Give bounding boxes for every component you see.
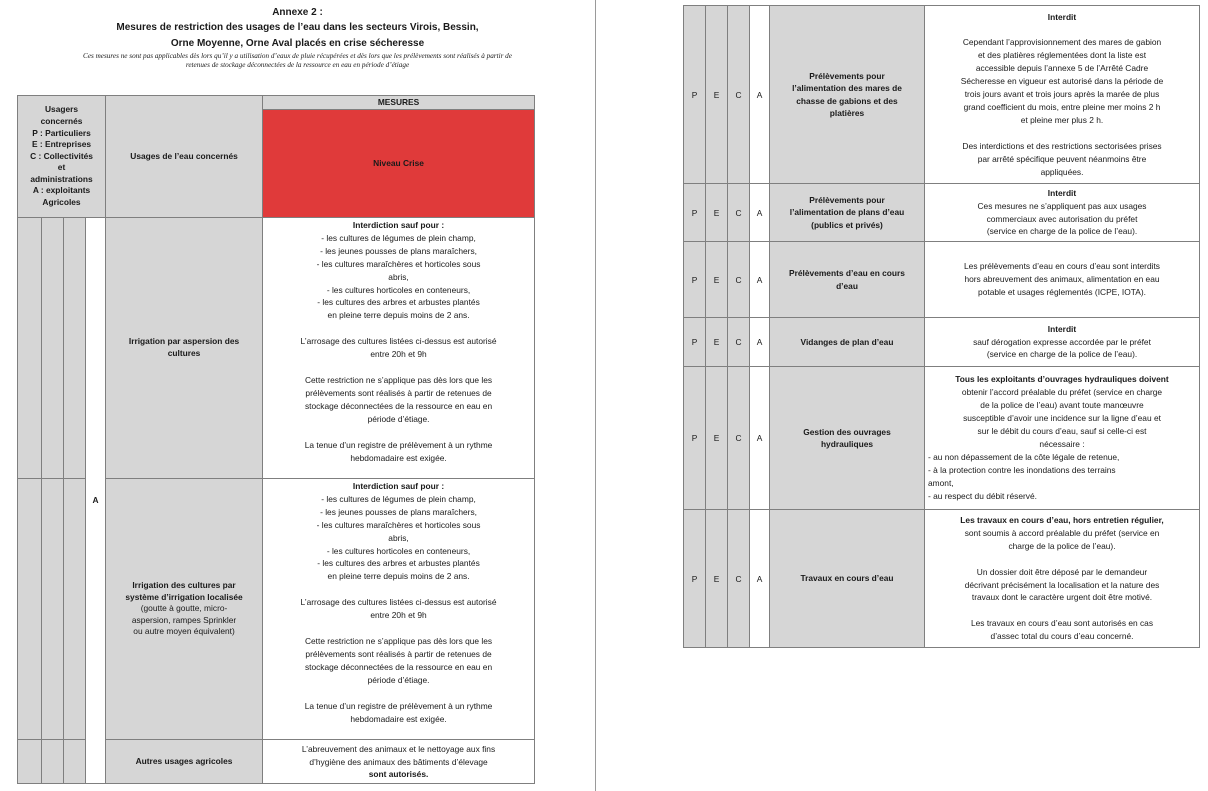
usage-line: Prélèvements pour [809,194,885,205]
annexe-note-line-1: Ces mesures ne sont pas applicables dès lors qu’il y a utilisation d’eaux de pluie récupérées et dès lors que les prélèvements sont réalisés à partir de [83,52,512,60]
users-header-line: Agricoles [42,197,81,208]
mesure-line: L’arrosage des cultures listées ci-dessus est autorisé [300,597,497,608]
mesure-line: - les jeunes pousses de plans maraîchers, [320,506,477,517]
mesure-line: - au non dépassement de la côte légale de retenue, [928,451,1120,462]
user-e-cell [42,218,64,479]
user-p-cell [18,479,42,740]
usage-line: Prélèvements pour [809,70,885,81]
mesure-line: sont autorisés. [368,769,429,780]
mesure-cell [925,242,1200,318]
user-p-cell: P [684,242,706,318]
mesure-line: travaux dont le caractère urgent doit être motivé. [971,592,1153,603]
user-p-cell [18,740,42,784]
mesure-line: Interdit [1047,187,1077,198]
mesure-line: - les cultures maraîchères et horticoles sous [316,258,481,269]
mesure-line: commerciaux avec autorisation du préfet [986,213,1138,224]
mesure-line: Cette restriction ne s’applique pas dès lors que les [304,375,493,386]
mesure-gap [928,23,1196,36]
annexe-note [10,52,585,70]
mesure-gap [267,687,530,700]
usage-cell [106,740,263,784]
usage-line: Irrigation par aspersion des [128,336,240,347]
mesure-cell [925,510,1200,648]
mesure-cell [925,6,1200,184]
mesure-line: Interdiction sauf pour : [352,220,445,230]
mesure-line: Interdiction sauf pour : [352,481,445,491]
mesure-gap [928,604,1196,617]
user-p-cell: P [684,510,706,648]
usage-line: cultures [167,348,201,358]
user-e-cell: E [706,510,728,648]
mesure-line: période d’étiage. [367,413,430,424]
mesure-line: amont, [928,477,954,488]
mesure-cell [925,318,1200,367]
usage-line: Irrigation des cultures par [132,580,236,591]
usage-line: Autres usages agricoles [135,755,233,766]
mesure-line: par arrêté spécifique peuvent néanmoins être [977,153,1147,164]
mesure-line: Cependant l’approvisionnement des mares de gabion [962,37,1162,48]
mesure-cell [925,184,1200,242]
usage-line: l’alimentation de plans d’eau [789,207,905,218]
mesure-line: entre 20h et 9h [370,349,427,360]
mesure-line: en pleine terre depuis moins de 2 ans. [327,310,470,321]
user-e-cell [42,479,64,740]
mesure-line: - au respect du débit réservé. [928,490,1037,501]
usage-line: l’alimentation des mares de [792,83,902,93]
mesure-line: sauf dérogation expresse accordée par le préfet [973,336,1151,347]
usage-cell [106,479,263,740]
mesure-line: hebdomadaire est exigée. [350,713,447,724]
mesure-line: prélèvements sont réalisés à partir de retenues de [305,387,492,398]
mesure-line: charge de la police de l’eau). [1008,540,1116,551]
mesure-line: Un dossier doit être déposé par le demandeur [976,566,1148,577]
annexe-heading-line-2: Orne Moyenne, Orne Aval placés en crise sécheresse [170,38,425,49]
user-e-cell [42,740,64,784]
users-header-line: C : Collectivités [30,150,93,161]
user-p-cell: P [684,367,706,510]
usage-line: Travaux en cours d’eau [800,573,894,584]
mesure-line: susceptible d’avoir une incidence sur la ligne d’eau et [963,413,1161,424]
mesure-line: d’hygiène des animaux des bâtiments d’élevage [309,756,488,767]
user-c-cell [64,479,86,740]
mesure-line: - les cultures des arbres et arbustes plantés [317,297,480,308]
mesure-line: en pleine terre depuis moins de 2 ans. [327,571,470,582]
user-a-cell: A [750,367,770,510]
mesure-line: (service en charge de la police de l’eau). [986,226,1138,237]
mesure-line: Interdit [1047,323,1077,334]
user-c-cell [64,218,86,479]
mesure-line: décrivant précisément la localisation et la nature des [964,579,1160,590]
mesure-line: - les cultures maraîchères et horticoles sous [316,519,481,530]
user-p-cell: P [684,184,706,242]
mesure-cell [263,218,535,479]
mesure-line: L’arrosage des cultures listées ci-dessus est autorisé [300,336,497,347]
mesure-line: Des interdictions et des restrictions sectorisées prises [962,140,1162,151]
mesure-gap [267,361,530,374]
usage-line: ou autre moyen équivalent) [133,626,235,637]
user-p-cell: P [684,6,706,184]
mesure-line: - à la protection contre les inondations des terrains [928,464,1116,475]
mesure-line: Ces mesures ne s’appliquent pas aux usages [977,200,1147,211]
mesure-line: - les cultures des arbres et arbustes plantés [317,558,480,569]
user-a-cell: A [750,318,770,367]
mesure-line: stockage déconnectées de la ressource en eau en [304,661,493,672]
usage-line: système d’irrigation localisée [125,591,243,602]
usage-line: platières [829,108,865,118]
usage-line: Vidanges de plan d’eau [800,336,894,347]
user-a-cell: A [750,6,770,184]
mesure-line: Sécheresse en vigueur est autorisé dans la période de [960,76,1164,87]
mesure-gap [928,553,1196,566]
mesure-line: période d’étiage. [367,674,430,685]
users-header-cell [18,96,106,218]
user-e-cell: E [706,242,728,318]
mesure-line: sur le débit du cours d’eau, sauf si celle-ci est [977,426,1147,437]
annexe-note-line-2: retenues de stockage déconnectées de la ressource en eau en période d’étiage [185,61,410,69]
mesures-header: MESURES [263,96,535,110]
mesure-line: prélèvements sont réalisés à partir de retenues de [305,648,492,659]
usage-line: hydrauliques [820,439,874,449]
users-header-line: concernés [40,115,83,126]
mesure-line: hors abreuvement des animaux, alimentation en eau [964,274,1160,285]
user-e-cell: E [706,6,728,184]
mesure-line: grand coefficient du mois, entre pleine mer moins 2 h [963,101,1161,112]
usage-cell [770,318,925,367]
level-crise-header: Niveau Crise [263,110,535,218]
mesure-gap [267,583,530,596]
mesure-cell [263,740,535,784]
usage-line: (goutte à goutte, micro- [140,603,228,614]
mesure-line: Tous les exploitants d’ouvrages hydrauliques doivent [955,374,1169,385]
usage-line: Gestion des ouvrages [803,426,891,437]
usage-cell [770,367,925,510]
annexe-heading-line-1: Mesures de restriction des usages de l’eau dans les secteurs Virois, Bessin, [116,22,479,33]
users-header-line: administrations [30,173,93,184]
left-measures-table [17,95,535,784]
mesure-gap [267,426,530,439]
user-e-cell: E [706,318,728,367]
user-a-cell: A [750,242,770,318]
mesure-line: potable et usages réglementés (ICPE, IOTA). [978,286,1146,297]
mesure-line: abris, [388,271,409,282]
mesure-gap [267,622,530,635]
user-c-cell: C [728,510,750,648]
usage-cell [106,218,263,479]
usages-header: Usages de l’eau concernés [106,96,263,218]
mesure-line: - les cultures de légumes de plein champ, [321,493,476,504]
users-header-line: Usagers [44,104,79,115]
mesure-line: et pleine mer plus 2 h. [1020,114,1104,125]
mesure-line: et des platières réglementées dont la liste est [977,50,1147,61]
mesure-line: abris, [388,532,409,543]
mesure-line: hebdomadaire est exigée. [350,452,447,463]
mesure-line: - les cultures de légumes de plein champ, [321,232,476,243]
user-a-cell: A [750,510,770,648]
user-c-cell: C [728,184,750,242]
user-e-cell: E [706,184,728,242]
usage-line: Prélèvements d’eau en cours [789,268,905,278]
page-divider [595,0,596,791]
mesure-line: Les prélèvements d’eau en cours d’eau sont interdits [964,261,1160,272]
mesure-line: La tenue d’un registre de prélèvement à un rythme [304,439,493,450]
usage-line: (publics et privés) [811,219,883,230]
mesure-line: appliquées. [1040,166,1084,177]
user-c-cell: C [728,242,750,318]
mesure-line: nécessaire : [1039,439,1085,449]
mesure-line: Interdit [1047,11,1077,22]
mesure-line: obtenir l’accord préalable du préfet (service en charge [961,387,1163,398]
mesure-line: - les jeunes pousses de plans maraîchers, [320,245,477,256]
users-header-line: P : Particuliers [32,127,91,138]
usage-line: chasse de gabions et des [796,95,898,106]
user-c-cell: C [728,6,750,184]
user-a-cell [86,218,106,784]
usage-line: aspersion, rampes Sprinkler [131,614,237,625]
right-measures-table [683,5,1200,648]
left-page [0,0,595,791]
mesure-line: L’abreuvement des animaux et le nettoyage aux fins [301,743,496,754]
mesure-line: Cette restriction ne s’applique pas dès lors que les [304,636,493,647]
mesure-line: trois jours avant et trois jours après la marée de plus [964,89,1160,100]
mesure-line: La tenue d’un registre de prélèvement à un rythme [304,700,493,711]
usage-cell [770,6,925,184]
mesure-line: de la police de l’eau) avant toute manœuvre [980,400,1144,411]
annexe-title: Annexe 2 : [272,7,323,18]
users-header-line: A : exploitants [32,185,91,196]
usage-line: d’eau [836,280,858,291]
mesure-line: - les cultures horticoles en conteneurs, [326,284,471,295]
user-c-cell [64,740,86,784]
mesure-cell [925,367,1200,510]
user-a-letter: A [92,494,99,505]
mesure-line: entre 20h et 9h [370,610,427,621]
users-header-line: E : Entreprises [31,139,92,150]
mesure-gap [267,322,530,335]
user-p-cell [18,218,42,479]
users-header-line: et [57,162,66,173]
user-a-cell: A [750,184,770,242]
mesure-line: Les travaux en cours d’eau sont autorisés en cas [970,618,1154,629]
user-c-cell: C [728,318,750,367]
mesure-line: sont soumis à accord préalable du préfet (service en [964,527,1160,538]
user-e-cell: E [706,367,728,510]
usage-cell [770,242,925,318]
user-c-cell: C [728,367,750,510]
mesure-line: (service en charge de la police de l’eau). [986,349,1138,360]
usage-cell [770,510,925,648]
mesure-gap [928,127,1196,140]
mesure-line: - les cultures horticoles en conteneurs, [326,545,471,556]
mesure-line: Les travaux en cours d’eau, hors entretien régulier, [960,514,1164,525]
mesure-line: stockage déconnectées de la ressource en eau en [304,400,493,411]
mesure-line: accessible depuis l’annexe 5 de l’Arrêté Cadre [975,63,1149,74]
mesure-cell [263,479,535,740]
user-p-cell: P [684,318,706,367]
usage-cell [770,184,925,242]
mesure-line: d’assec total du cours d’eau concerné. [990,631,1134,642]
